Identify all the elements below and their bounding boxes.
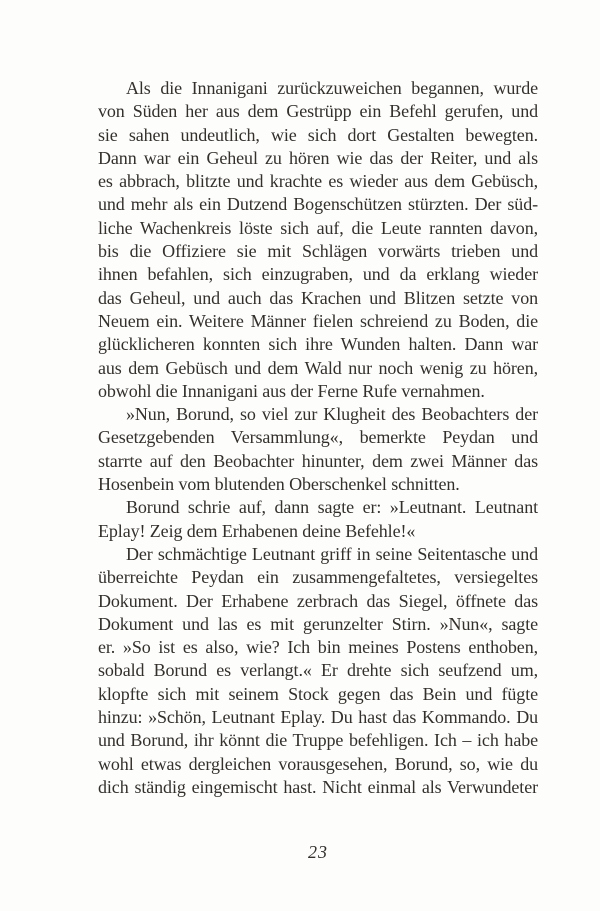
text-line: glücklicheren konnten sich ihre Wunden halten. Dann war — [98, 334, 538, 355]
text-line: Dann war ein Geheul zu hören wie das der Reiter, und als — [98, 147, 538, 168]
text-line: bis die Offiziere sie mit Schlägen vorwärts trieben und — [98, 241, 538, 262]
text-line: er. »So ist es also, wie? Ich bin meines Postens enthoben, — [98, 637, 538, 658]
paragraph — [98, 496, 538, 543]
text-line: Hosenbein vom blutenden Oberschenkel schnitten. — [98, 474, 460, 495]
text-line: wohl etwas dergleichen vorausgesehen, Borund, so, wie du — [98, 753, 538, 774]
text-line: hinzu: »Schön, Leutnant Eplay. Du hast das Kommando. Du — [98, 707, 538, 728]
text-line: Eplay! Zeig dem Erhabenen deine Befehle!« — [98, 520, 416, 541]
paragraph — [98, 403, 538, 496]
text-line: obwohl die Innanigani aus der Ferne Rufe vernahmen. — [98, 380, 485, 401]
text-line: Der schmächtige Leutnant griff in seine Seitentasche und — [126, 543, 538, 564]
text-line: Als die Innanigani zurückzuweichen begannen, wurde — [126, 78, 538, 98]
text-line: ihnen befahlen, sich einzugraben, und da erklang wieder — [98, 264, 538, 285]
text-line: »Nun, Borund, so viel zur Klugheit des Beobachters der — [126, 404, 538, 425]
text-line: dich ständig eingemischt hast. Nicht einmal als Verwundeter — [98, 776, 538, 797]
text-line: und Borund, ihr könnt die Truppe befehligen. Ich – ich habe — [98, 730, 538, 751]
text-block — [98, 77, 538, 799]
text-line: aus dem Gebüsch und dem Wald nur noch wenig zu hören, — [98, 357, 538, 378]
paragraph — [98, 543, 538, 799]
text-line: es abbrach, blitzte und krachte es wieder aus dem Gebüsch, — [98, 171, 538, 192]
text-line: Gesetzgebenden Versammlung«, bemerkte Peydan und — [98, 427, 538, 448]
page-number: 23 — [308, 842, 328, 862]
text-line: von Süden her aus dem Gestrüpp ein Befehl gerufen, und — [98, 101, 538, 122]
text-line: liche Wachenkreis löste sich auf, die Leute rannten davon, — [98, 217, 538, 238]
paragraph — [98, 77, 538, 403]
text-line: Dokument und las es mit gerunzelter Stirn. »Nun«, sagte — [98, 613, 538, 634]
text-line: sobald Borund es verlangt.« Er drehte sich seufzend um, — [98, 660, 538, 681]
text-line: starrte auf den Beobachter hinunter, dem zwei Männer das — [98, 450, 538, 471]
text-line: und mehr als ein Dutzend Bogenschützen stürzten. Der süd- — [98, 194, 538, 215]
page-footer — [98, 842, 538, 863]
text-line: klopfte sich mit seinem Stock gegen das Bein und fügte — [98, 683, 538, 704]
text-line: sie sahen undeutlich, wie sich dort Gestalten bewegten. — [98, 124, 538, 145]
text-line: das Geheul, und auch das Krachen und Blitzen setzte von — [98, 287, 538, 308]
text-line: überreichte Peydan ein zusammengefaltetes, versiegeltes — [98, 567, 538, 588]
text-line: Dokument. Der Erhabene zerbrach das Siegel, öffnete das — [98, 590, 538, 611]
text-line: Neuem ein. Weitere Männer fielen schreiend zu Boden, die — [98, 310, 538, 331]
text-line: Borund schrie auf, dann sagte er: »Leutnant. Leutnant — [126, 497, 538, 518]
